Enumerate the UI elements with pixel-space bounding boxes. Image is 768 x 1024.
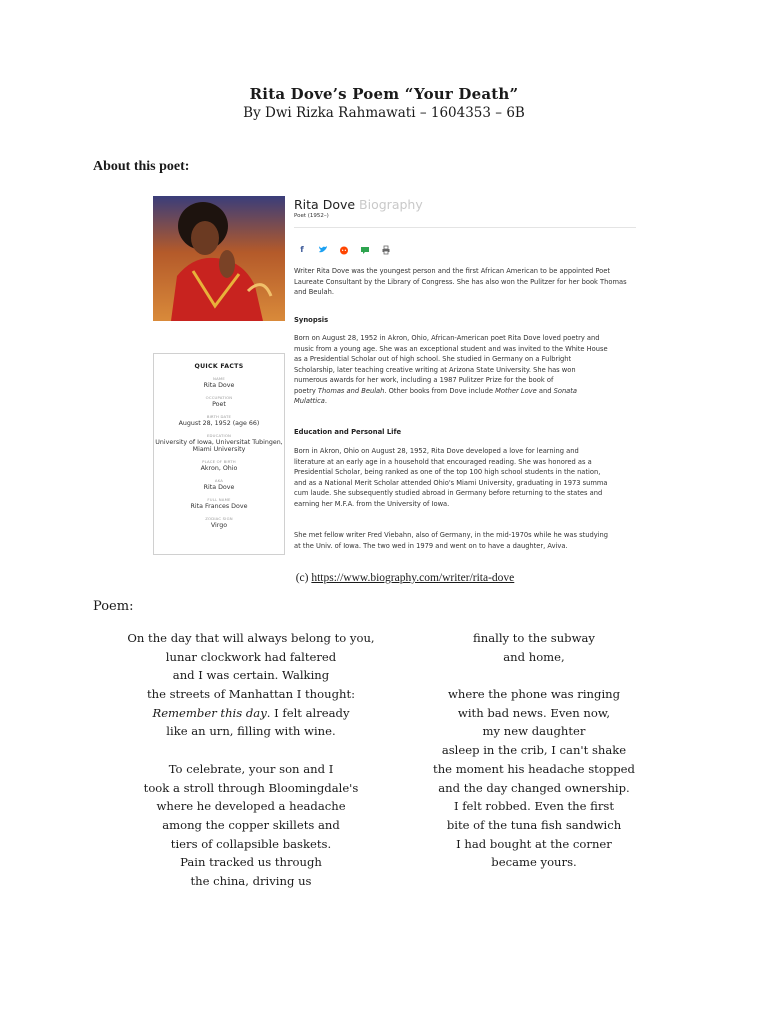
poet-photo-image: [153, 196, 285, 321]
quick-fact-value: August 28, 1952 (age 66): [178, 420, 260, 427]
quick-fact-item: [154, 478, 284, 491]
quick-fact-item: [154, 376, 284, 389]
poem-line: tiers of collapsible baskets.: [170, 836, 332, 851]
quick-fact-key: BIRTH DATE: [206, 414, 232, 419]
poem-line: among the copper skillets and: [162, 817, 340, 832]
poem-line: where the phone was ringing: [447, 687, 621, 702]
synopsis-line: [294, 386, 639, 397]
education-line: and as a National Merit Scholar attended Ohio's Miami University, graduating in 1973 summa: [294, 478, 608, 487]
education-line: Born in Akron, Ohio on August 28, 1952, Rita Dove developed a love for learning and: [294, 447, 579, 455]
quick-fact-item: [154, 414, 284, 427]
source-credit: [0, 572, 768, 584]
about-heading: About this poet:: [93, 159, 190, 174]
quick-fact-item: [154, 516, 284, 529]
poem-line: finally to the subway: [473, 631, 595, 645]
text-run: . Other books from Dove include: [384, 386, 496, 395]
synopsis-line: Born on August 28, 1952 in Akron, Ohio, African-American poet Rita Dove loved poetry and: [294, 334, 600, 342]
synopsis-line: Scholarship, later teaching creative writing at Arizona State University. She has won: [294, 365, 576, 374]
poem-line: the china, driving us: [190, 873, 312, 888]
poem-line: lunar clockwork had faltered: [165, 649, 337, 664]
synopsis-paragraph: [294, 333, 639, 407]
education-paragraph: [294, 446, 639, 509]
poem-line: I had bought at the corner: [456, 836, 612, 851]
quick-facts-heading: QUICK FACTS: [194, 363, 244, 370]
poem-line: [384, 666, 684, 685]
book-title: Mother Love: [495, 386, 537, 395]
education-line: literature at an early age in a household that encouraged reading. She was honored as a: [294, 457, 592, 466]
poem-line: like an urn, filling with wine.: [166, 724, 336, 739]
personal-paragraph: [294, 530, 639, 551]
poem-line-rest: . I felt already: [266, 705, 350, 720]
poem-line: [101, 741, 401, 760]
quick-fact-value: Akron, Ohio: [200, 465, 238, 472]
poem-line: with bad news. Even now,: [457, 705, 611, 720]
poem-italic-phrase: Remember this day: [152, 705, 267, 720]
poem-line: and home,: [503, 649, 565, 664]
text-run: and: [536, 386, 554, 395]
education-line: Presidential Scholar, being ranked as one of the top 100 high school students in the nation,: [294, 468, 601, 476]
poem-line: asleep in the crib, I can't shake: [441, 743, 627, 758]
book-title: Sonata: [553, 386, 578, 395]
bio-name-heading: [294, 197, 423, 212]
author-byline: By Dwi Rizka Rahmawati – 1604353 – 6B: [243, 105, 525, 121]
poem-line: To celebrate, your son and I: [168, 761, 334, 776]
bio-name: Rita Dove: [294, 197, 356, 212]
share-bar: [297, 244, 391, 256]
quick-fact-value: Rita Dove: [203, 484, 235, 491]
poem-line: the moment his headache stopped: [433, 761, 635, 776]
poet-photo: [153, 196, 285, 321]
credit-link[interactable]: https://www.biography.com/writer/rita-dove: [311, 572, 515, 584]
poem-column-right: [384, 629, 684, 872]
poem-line: On the day that will always belong to you,: [127, 631, 375, 645]
facebook-icon[interactable]: f: [300, 245, 304, 254]
synopsis-heading: Synopsis: [294, 316, 329, 324]
synopsis-line: numerous awards for her work, including a 1987 Pulitzer Prize for the book of: [294, 376, 554, 384]
synopsis-line: music from a young age. She was an exceptional student and was invited to the White House: [294, 344, 608, 353]
poem-line: the streets of Manhattan I thought:: [146, 687, 356, 702]
personal-line: at the Univ. of Iowa. The two wed in 1979 and went on to have a daughter, Aviva.: [294, 541, 568, 550]
poem-line: and the day changed ownership.: [438, 780, 630, 795]
quick-fact-key: EDUCATION: [206, 433, 232, 438]
poem-line: my new daughter: [482, 724, 586, 739]
poem-column-left: [101, 629, 401, 891]
quick-fact-value: Poet: [212, 401, 226, 408]
quick-fact-item: [154, 497, 284, 510]
quick-fact-key: ZODIAC SIGN: [205, 516, 233, 521]
poem-line: I felt robbed. Even the first: [453, 799, 615, 814]
text-run: .: [324, 397, 327, 405]
reddit-icon[interactable]: [339, 245, 349, 255]
poem-heading: Poem:: [93, 599, 134, 614]
bio-intro: Writer Rita Dove was the youngest person and the first African American to be appointed Poet Laureate Consultant by the Library of Congress. She has also won the Pulitzer for her book Thomas and Beulah.: [294, 267, 627, 296]
poem-line: became yours.: [491, 855, 577, 870]
quick-fact-key: NAME: [213, 376, 225, 381]
poem-line: Pain tracked us through: [180, 855, 322, 870]
print-icon[interactable]: [381, 245, 391, 255]
bio-subtitle: Poet (1952–): [294, 213, 329, 219]
book-title: Thomas and Beulah: [317, 386, 385, 395]
synopsis-line: [294, 396, 639, 407]
document-title: Rita Dove’s Poem “Your Death”: [249, 85, 519, 103]
education-line: cum laude. She subsequently studied abroad in Germany before returning to the states and: [294, 489, 603, 497]
synopsis-line: as a Presidential Scholar out of high school. She studied in Germany on a Fulbright: [294, 355, 572, 363]
comment-icon[interactable]: [360, 245, 370, 255]
education-heading: Education and Personal Life: [294, 428, 402, 436]
quick-fact-value: University of Iowa, Universitat Tubingen, Miami University: [155, 439, 283, 453]
poem-line: bite of the tuna fish sandwich: [446, 817, 622, 832]
quick-fact-key: AKA: [214, 478, 224, 483]
education-line: earning her M.F.A. from the University of Iowa.: [294, 499, 450, 508]
poem-line: [101, 704, 401, 723]
quick-facts-box: [153, 353, 285, 555]
book-title: Mulattica: [294, 397, 325, 405]
poem-line: took a stroll through Bloomingdale's: [143, 780, 359, 795]
poem-line: where he developed a headache: [156, 799, 346, 814]
bio-name-suffix: Biography: [359, 197, 423, 212]
bio-divider: [294, 227, 636, 228]
quick-fact-value: Rita Dove: [203, 382, 235, 389]
quick-fact-item: [154, 395, 284, 408]
quick-fact-value: Virgo: [210, 522, 228, 529]
quick-fact-value: Rita Frances Dove: [190, 503, 248, 510]
personal-line: She met fellow writer Fred Viebahn, also of Germany, in the mid-1970s while he was studying: [294, 531, 608, 539]
twitter-icon[interactable]: [318, 245, 328, 255]
quick-fact-item: [154, 433, 284, 453]
quick-fact-key: FULL NAME: [207, 497, 231, 502]
quick-fact-key: PLACE OF BIRTH: [202, 459, 236, 464]
text-run: poetry: [294, 386, 318, 395]
quick-fact-key: OCCUPATION: [205, 395, 233, 400]
credit-prefix: (c): [295, 572, 312, 584]
quick-fact-item: [154, 459, 284, 472]
poem-line: and I was certain. Walking: [172, 668, 330, 683]
